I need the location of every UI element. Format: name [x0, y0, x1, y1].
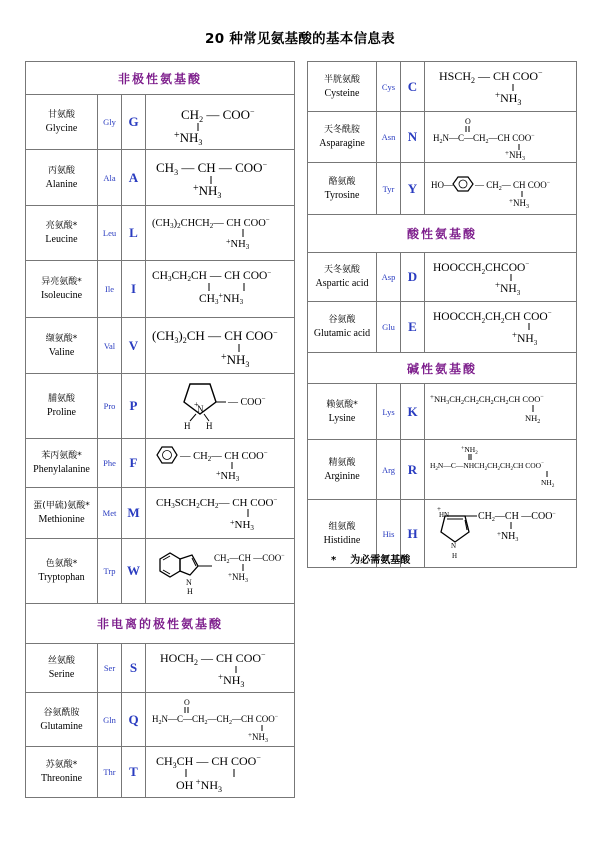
abbr: Asn	[377, 112, 401, 163]
zh-name: 谷氨酸	[328, 315, 356, 325]
svg-text:CH2—CH —COO−: $CH_2—CH$ —COO−	[214, 553, 285, 565]
svg-text:— CH2— CH COO−: — $CH_2—$ CH COO−	[475, 180, 551, 192]
svg-text:+NH3: +NH3	[230, 518, 254, 532]
zh-name: 脯氨酸	[47, 394, 75, 404]
zh-name: 蛋(甲硫)氨酸*	[33, 501, 90, 511]
table-row	[26, 644, 295, 693]
svg-text:H: H	[452, 552, 458, 560]
footnote	[331, 551, 410, 566]
table-row	[26, 747, 295, 798]
structure-tyrosine	[425, 163, 577, 215]
code: G	[122, 95, 146, 150]
table-row	[308, 253, 577, 302]
en-name: Arginine	[324, 470, 360, 482]
code: Y	[401, 163, 425, 215]
abbr: Lys	[377, 384, 401, 440]
svg-text:— COO−: — COO−	[228, 395, 266, 408]
svg-text:+NH3: +NH3	[216, 469, 240, 483]
abbr: Gly	[98, 95, 122, 150]
abbr: Arg	[377, 440, 401, 500]
svg-text:— CH2— CH COO−: — CH2— CH COO−	[180, 449, 268, 463]
en-name: Isoleucine	[40, 290, 83, 301]
structure-glutamic-acid	[425, 302, 577, 353]
svg-text:HOOCCH2CHCOO−: $HOOCCH_2CHCOO^-$	[433, 260, 530, 276]
abbr: Cys	[377, 62, 401, 112]
en-name: Leucine	[45, 234, 78, 245]
abbr: His	[377, 500, 401, 568]
table-row	[26, 488, 295, 539]
code: I	[122, 261, 146, 318]
structure-threonine	[146, 747, 295, 798]
code: H	[401, 500, 425, 568]
svg-text:+NH3: $^+NH_3$	[495, 280, 521, 297]
svg-text:(CH3)2CH — CH COO−: $(CH_3)_2CH$ — CH COO−	[152, 328, 278, 345]
svg-text:N: N	[451, 542, 457, 550]
abbr: Ile	[98, 261, 122, 318]
code: P	[122, 374, 146, 439]
header-acidic: 酸性氨基酸	[308, 215, 577, 253]
footnote-star: *	[331, 555, 337, 566]
abbr: Asp	[377, 253, 401, 302]
abbr: Phe	[98, 439, 122, 488]
code: L	[122, 206, 146, 261]
code: A	[122, 150, 146, 206]
zh-name: 天冬氨酸	[323, 265, 360, 275]
svg-text:N: N	[186, 578, 192, 587]
svg-text:+NH3: $^+NH_3$	[495, 90, 522, 107]
en-name: Alanine	[45, 178, 78, 190]
svg-text:CH3 — CH — COO−: $CH_3$ — CH — COO−	[156, 160, 268, 177]
zh-name: 丙氨酸	[47, 165, 75, 176]
zh-name: 赖氨酸*	[326, 399, 358, 410]
svg-text:HSCH2 — CH COO−: $HSCH_2$ — CH COO−	[439, 68, 543, 85]
svg-text:+: +	[437, 505, 441, 513]
structure-leucine	[146, 206, 295, 261]
zh-name: 半胱氨酸	[323, 74, 360, 85]
svg-text:HO—: HO—	[431, 180, 453, 190]
svg-text:CH2—CH —COO−: $CH_2—CH$ —COO−	[478, 511, 556, 523]
abbr: Leu	[98, 206, 122, 261]
footnote-text: 为必需氨基酸	[350, 555, 411, 566]
table-row	[308, 384, 577, 440]
svg-text:+NH2: $^+NH_2$	[461, 445, 478, 456]
table-row	[26, 318, 295, 374]
table-row	[26, 439, 295, 488]
zh-name: 苏氨酸*	[45, 760, 78, 770]
svg-text:+NH3: $^+NH_3$	[505, 149, 525, 162]
zh-name: 精氨酸	[328, 457, 356, 468]
zh-name: 组氨酸	[328, 521, 356, 532]
svg-text:CH2 — COO−: $CH_2$ — COO−	[181, 107, 255, 124]
zh-name: 天冬酰胺	[323, 125, 360, 135]
structure-lysine	[425, 384, 577, 440]
svg-text:H2N—C—CH2—CH2—CH COO−: $H_2N—C—CH_2—CH_2—CH$ COO−	[152, 714, 279, 726]
table-row	[26, 261, 295, 318]
svg-text:CH3CH — CH COO−: $CH_3CH$ — CH COO−	[156, 753, 261, 770]
structure-valine	[146, 318, 295, 374]
en-name: Methionine	[38, 514, 85, 525]
svg-text:H2N—C—NHCH2CH2CH2CH COO−: $H_2N—C—NHCH_2CH_2CH_2CH$ COO−	[430, 461, 544, 472]
abbr: Gln	[98, 693, 122, 747]
table-row	[26, 539, 295, 604]
abbr: Val	[98, 318, 122, 374]
structure-glycine	[146, 95, 295, 150]
svg-text:H: H	[206, 421, 213, 431]
svg-text:+NH3: $^+NH_3$	[228, 571, 248, 584]
structure-methionine	[146, 488, 295, 539]
abbr: Thr	[98, 747, 122, 798]
table-row	[26, 206, 295, 261]
zh-name: 异亮氨酸*	[41, 277, 82, 287]
svg-text:+NH3: +NH3	[226, 237, 250, 251]
svg-text:O: O	[184, 698, 190, 707]
svg-text:HN: HN	[439, 511, 450, 519]
zh-name: 苯丙氨酸*	[41, 451, 82, 461]
en-name: Phenylalanine	[33, 464, 90, 475]
svg-text:NH2: $NH_2$	[541, 478, 555, 489]
abbr: Tyr	[377, 163, 401, 215]
en-name: Histidine	[323, 534, 361, 546]
structure-serine	[146, 644, 295, 693]
svg-text:H: H	[187, 587, 193, 596]
svg-text:+NH3: $^+NH_3$	[218, 672, 245, 689]
right-table	[307, 61, 577, 568]
en-name: Glutamic acid	[313, 328, 371, 339]
svg-text:HOOCCH2CH2CH COO−: $HOOCCH_2CH_2CH$ COO−	[433, 309, 552, 325]
code: Q	[122, 693, 146, 747]
en-name: Tryptophan	[38, 572, 85, 583]
code: F	[122, 439, 146, 488]
svg-text:+NH3: $^+NH_3$	[248, 731, 268, 744]
code: M	[122, 488, 146, 539]
en-name: Glycine	[45, 123, 78, 134]
svg-text:CH3CH2CH — CH COO−: CH3CH2CH — CH COO−	[152, 269, 272, 283]
page-title: 20 种常见氨基酸的基本信息表	[205, 31, 395, 47]
zh-name: 缬氨酸*	[45, 333, 78, 344]
table-row	[308, 62, 577, 112]
svg-text:OH +NH3: OH $^+NH_3$	[176, 777, 223, 794]
svg-text:+NH3CH2CH2CH2CH2CH COO−: $^+NH_3CH_2CH_2CH_2CH_2CH$ COO−	[430, 393, 544, 406]
svg-text:N: N	[197, 404, 204, 414]
svg-text:CH3SCH2CH2— CH COO−: CH3SCH2CH2— CH COO−	[156, 496, 278, 510]
svg-text:CH3+NH3: CH3+NH3	[199, 291, 244, 306]
zh-name: 甘氨酸	[47, 110, 75, 120]
zh-name: 丝氨酸	[47, 656, 75, 666]
structure-proline	[146, 374, 295, 439]
code: T	[122, 747, 146, 798]
svg-text:+: +	[194, 400, 199, 409]
header-polar: 非电离的极性氨基酸	[26, 604, 295, 644]
structure-tryptophan	[146, 539, 295, 604]
table-row	[308, 302, 577, 353]
code: S	[122, 644, 146, 693]
zh-name: 酪氨酸	[328, 176, 356, 187]
code: V	[122, 318, 146, 374]
en-name: Proline	[47, 407, 76, 418]
code: C	[401, 62, 425, 112]
svg-text:H2N—C—CH2—CH COO−: $H_2N—C—CH_2—CH$ COO−	[433, 133, 535, 145]
svg-text:HOCH2 — CH COO−: $HOCH_2$ — CH COO−	[160, 650, 266, 667]
en-name: Asparagine	[319, 138, 365, 149]
structure-alanine	[146, 150, 295, 206]
svg-text:O: O	[465, 117, 471, 126]
structure-histidine	[425, 500, 577, 568]
header-basic: 碱性氨基酸	[308, 353, 577, 384]
table-row	[26, 95, 295, 150]
en-name: Glutamine	[40, 720, 83, 732]
svg-text:+NH3: $^+NH_3$	[193, 183, 222, 200]
header-nonpolar: 非极性氨基酸	[26, 62, 295, 95]
code: R	[401, 440, 425, 500]
abbr: Ala	[98, 150, 122, 206]
table-row	[308, 440, 577, 500]
abbr: Trp	[98, 539, 122, 604]
structure-asparagine	[425, 112, 577, 163]
en-name: Serine	[48, 669, 75, 680]
code: N	[401, 112, 425, 163]
structure-isoleucine	[146, 261, 295, 318]
svg-text:+NH3: $^+NH_3$	[174, 130, 203, 147]
svg-text:NH2: $NH_2$	[525, 413, 541, 425]
table-row	[26, 374, 295, 439]
table-row	[308, 163, 577, 215]
svg-text:H: H	[184, 421, 191, 431]
svg-text:+NH3: $^+NH_3$	[509, 197, 529, 210]
code: W	[122, 539, 146, 604]
structure-aspartic-acid	[425, 253, 577, 302]
svg-text:+NH3: $^+NH_3$	[497, 530, 519, 543]
abbr: Pro	[98, 374, 122, 439]
structure-glutamine	[146, 693, 295, 747]
structure-cysteine	[425, 62, 577, 112]
en-name: Threonine	[40, 773, 83, 784]
table-row	[308, 112, 577, 163]
structure-arginine	[425, 440, 577, 500]
table-row	[26, 150, 295, 206]
table-row	[26, 693, 295, 747]
code: K	[401, 384, 425, 440]
svg-text:(CH3)2CHCH2— CH COO−: (CH3)2CHCH2— CH COO−	[152, 216, 270, 230]
zh-name: 谷氨酰胺	[43, 707, 80, 718]
en-name: Tyrosine	[324, 189, 360, 201]
svg-text:+NH3: $^+NH_3$	[512, 330, 538, 347]
zh-name: 色氨酸*	[45, 559, 78, 569]
left-table	[25, 61, 295, 798]
zh-name: 亮氨酸*	[45, 221, 78, 231]
abbr: Ser	[98, 644, 122, 693]
abbr: Glu	[377, 302, 401, 353]
en-name: Lysine	[328, 412, 356, 424]
abbr: Met	[98, 488, 122, 539]
en-name: Valine	[48, 346, 75, 358]
en-name: Aspartic acid	[315, 278, 369, 289]
svg-text:+NH3: $^+NH_3$	[221, 352, 250, 369]
code: E	[401, 302, 425, 353]
structure-phenylalanine	[146, 439, 295, 488]
en-name: Cysteine	[324, 87, 360, 99]
code: D	[401, 253, 425, 302]
